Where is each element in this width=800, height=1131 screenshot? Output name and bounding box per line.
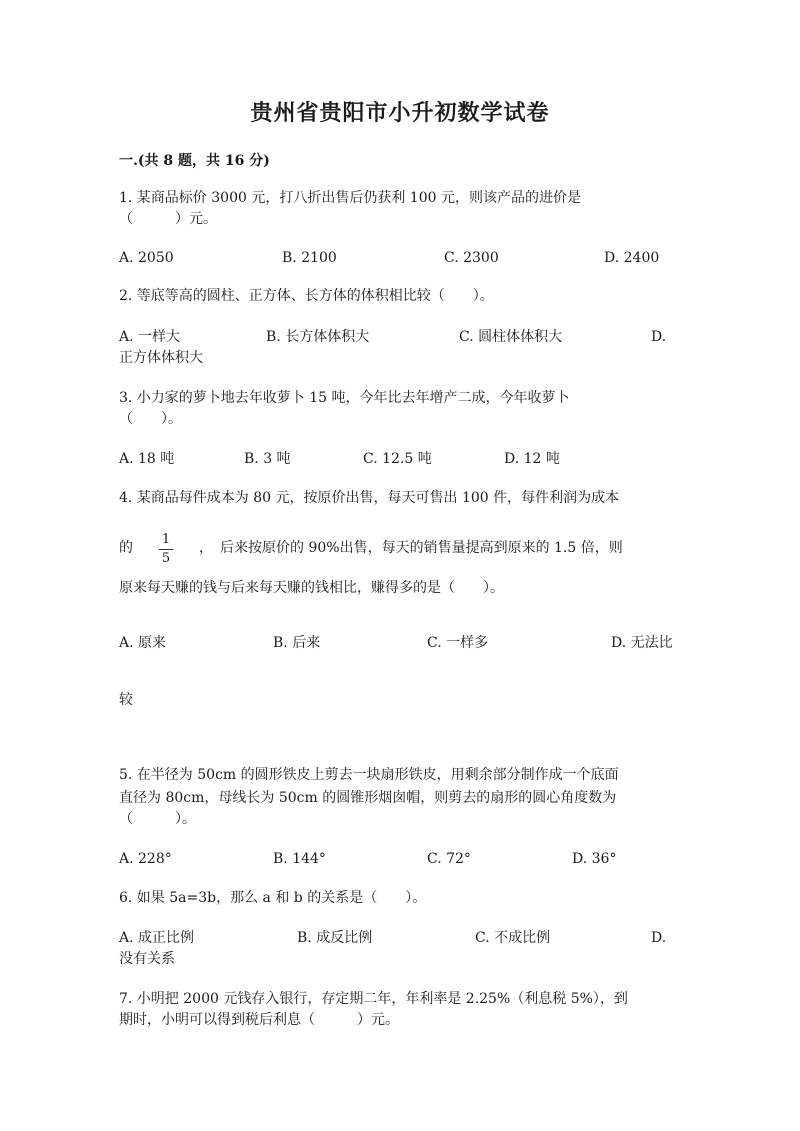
question-6-option-a: A. 成正比例 [119, 930, 195, 946]
question-6-line-1: 6. 如果 5a=3b，那么 a 和 b 的关系是（ ）。 [119, 890, 427, 906]
question-2-option-c: C. 圆柱体体积大 [459, 329, 563, 345]
question-6-option-c: C. 不成比例 [475, 930, 551, 946]
question-1-option-c: C. 2300 [444, 250, 499, 266]
section-heading: 一.(共 8 题，共 16 分) [119, 153, 270, 169]
question-4-option-d: D. 无法比 [611, 635, 673, 651]
question-1-option-d: D. 2400 [604, 250, 660, 266]
question-3-line-2: （ ）。 [119, 411, 182, 427]
question-7-line-1: 7. 小明把 2000 元钱存入银行，存定期二年，年利率是 2.25%（利息税 5%），到 [119, 991, 628, 1007]
question-6-option-d-text: 没有关系 [119, 951, 175, 967]
question-5-line-3: （ ）。 [119, 811, 196, 827]
question-2-option-d: D. [651, 329, 667, 345]
question-2-line-1: 2. 等底等高的圆柱、正方体、长方体的体积相比较（ ）。 [119, 288, 494, 304]
question-4-line-3: 原来每天赚的钱与后来每天赚的钱相比，赚得多的是（ ）。 [119, 580, 504, 596]
fraction-denominator: 5 [161, 551, 171, 566]
page-title: 贵州省贵阳市小升初数学试卷 [250, 100, 550, 126]
question-1-option-a: A. 2050 [119, 250, 174, 266]
question-4-option-a: A. 原来 [119, 635, 167, 651]
question-4-line-1: 4. 某商品每件成本为 80 元，按原价出售，每天可售出 100 件，每件利润为成本 [119, 490, 620, 506]
question-5-option-c: C. 72° [427, 851, 471, 867]
question-5-option-d: D. 36° [572, 851, 617, 867]
question-2-option-d-text: 正方体体积大 [119, 350, 203, 366]
question-1-line-2: （ ）元。 [119, 211, 217, 227]
question-7-line-2: 期时，小明可以得到税后利息（ ）元。 [119, 1012, 399, 1028]
question-3-option-d: D. 12 吨 [504, 451, 560, 467]
question-3-option-c: C. 12.5 吨 [363, 451, 432, 467]
fraction-bar [159, 549, 173, 550]
question-5-line-2: 直径为 80cm，母线长为 50cm 的圆锥形烟囱帽，则剪去的扇形的圆心角度数为 [119, 790, 617, 806]
question-4-option-b: B. 后来 [273, 635, 321, 651]
question-5-option-a: A. 228° [119, 851, 172, 867]
question-4-option-c: C. 一样多 [427, 635, 489, 651]
question-4-option-d-text: 较 [119, 692, 133, 708]
question-3-option-a: A. 18 吨 [119, 451, 175, 467]
question-4-line-2-rest: ， 后来按原价的 90%出售，每天的销售量提高到原来的 1.5 倍，则 [199, 540, 623, 556]
question-5-option-b: B. 144° [273, 851, 326, 867]
question-1-option-b: B. 2100 [282, 250, 337, 266]
question-3-line-1: 3. 小力家的萝卜地去年收萝卜 15 吨，今年比去年增产二成，今年收萝卜 [119, 390, 570, 406]
question-3-option-b: B. 3 吨 [244, 451, 291, 467]
question-1-line-1: 1. 某商品标价 3000 元，打八折出售后仍获利 100 元，则该产品的进价是 [119, 190, 581, 206]
question-2-option-a: A. 一样大 [119, 329, 181, 345]
fraction-numerator: 1 [161, 532, 171, 547]
question-5-line-1: 5. 在半径为 50cm 的圆形铁皮上剪去一块扇形铁皮，用剩余部分制作成一个底面 [119, 767, 619, 783]
question-6-option-b: B. 成反比例 [297, 930, 373, 946]
fraction-one-fifth [158, 533, 174, 566]
question-2-option-b: B. 长方体体积大 [266, 329, 370, 345]
question-4-line-2-start: 的 [119, 540, 133, 556]
question-6-option-d: D. [651, 930, 667, 946]
